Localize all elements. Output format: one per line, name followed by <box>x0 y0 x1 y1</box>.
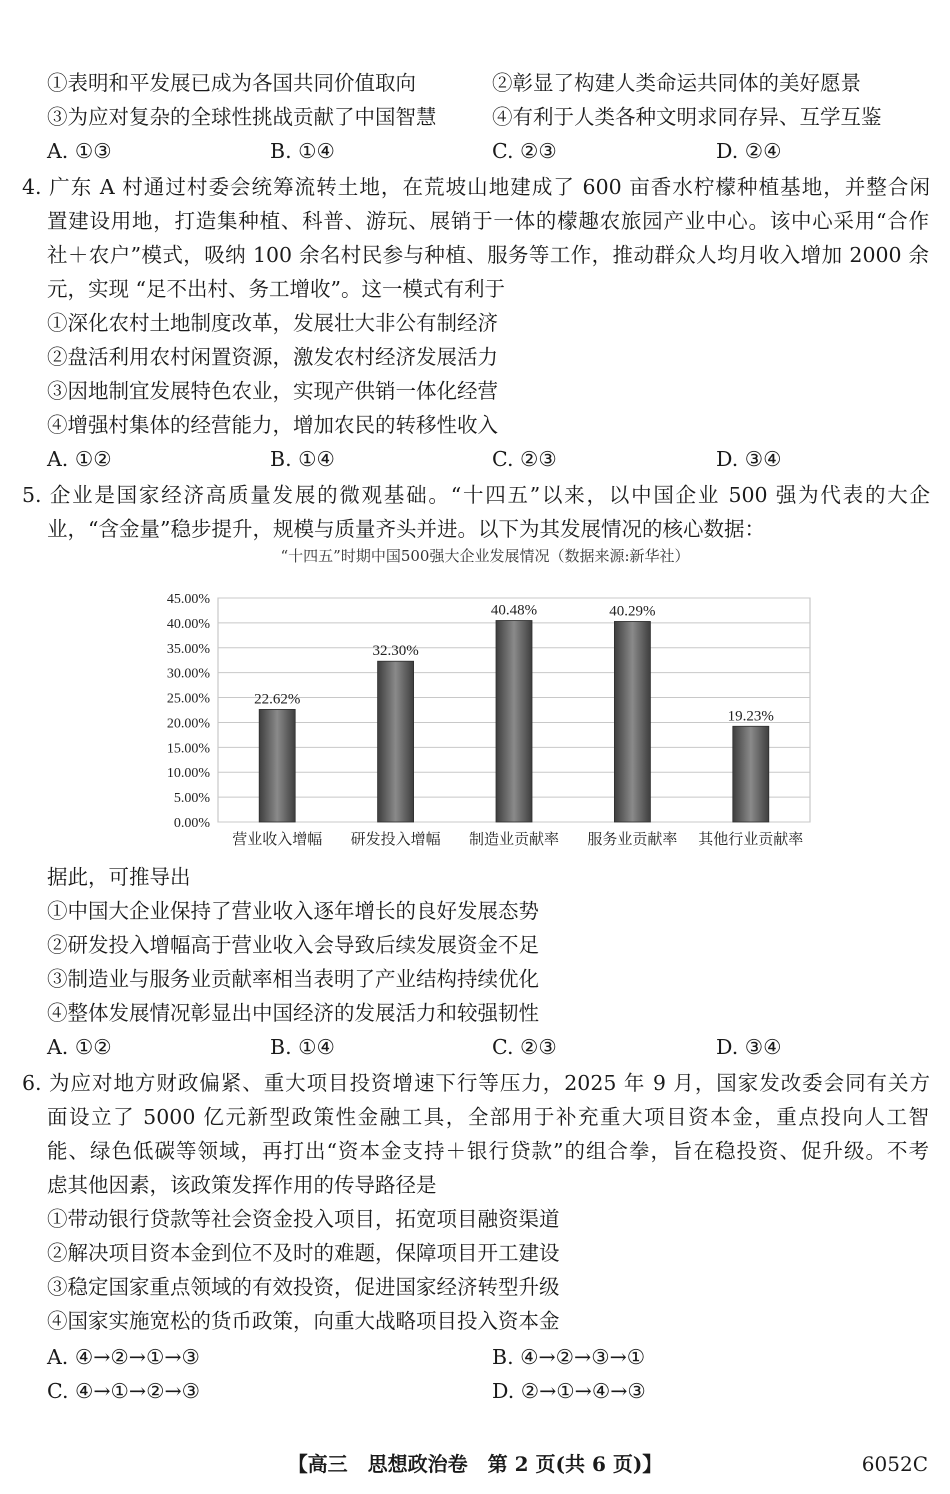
q6-stem-line-4: 虑其他因素，该政策发挥作用的传导路径是 <box>47 1173 437 1197</box>
q6-option-a: A. ④→②→①→③ <box>47 1345 200 1369</box>
q5-item-4: ④整体发展情况彰显出中国经济的发展活力和较强韧性 <box>47 1001 539 1025</box>
y-tick-label: 30.00% <box>166 666 210 682</box>
page-footer: 【高三 思想政治卷 第 2 页(共 6 页)】 <box>287 1452 663 1476</box>
x-tick-label-4: 服务业贡献率 <box>587 830 678 848</box>
q3-item-2: ②彰显了构建人类命运共同体的美好愿景 <box>492 71 861 95</box>
q3-option-a: A. ①③ <box>47 139 112 163</box>
q4-item-1: ①深化农村土地制度改革，发展壮大非公有制经济 <box>47 311 498 335</box>
data-label-5: 19.23% <box>727 708 774 725</box>
q3-item-4: ④有利于人类各种文明求同存异、互学互鉴 <box>492 105 882 129</box>
q4-item-3: ③因地制宜发展特色农业，实现产供销一体化经营 <box>47 379 498 403</box>
y-tick-label: 35.00% <box>166 641 210 657</box>
y-tick-label: 25.00% <box>166 691 210 707</box>
bar-2 <box>378 661 414 822</box>
q6-option-d: D. ②→①→④→③ <box>492 1379 646 1403</box>
q3-option-c: C. ②③ <box>492 139 557 163</box>
q5-item-3: ③制造业与服务业贡献率相当表明了产业结构持续优化 <box>47 967 539 991</box>
q4-stem-line-4: 元，实现 “足不出村、务工增收”。这一模式有利于 <box>47 277 505 301</box>
q3-item-1: ①表明和平发展已成为各国共同价值取向 <box>47 71 416 95</box>
q5-option-a: A. ①② <box>47 1035 112 1059</box>
x-tick-label-2: 研发投入增幅 <box>350 830 441 848</box>
q4-stem-line-2: 置建设用地，打造集种植、科普、游玩、展销于一体的檬趣农旅园产业中心。该中心采用“合作 <box>47 209 929 233</box>
y-tick-label: 15.00% <box>166 741 210 757</box>
q5-after-chart: 据此，可推导出 <box>47 865 191 889</box>
q3-option-b: B. ①④ <box>270 139 335 163</box>
q4-option-d: D. ③④ <box>716 447 782 471</box>
q6-stem-line-3: 能、绿色低碳等领域，再打出“资本金支持＋银行贷款”的组合拳，旨在稳投资、促升级。不考 <box>47 1139 929 1163</box>
bar-chart <box>150 546 820 856</box>
bar-5 <box>733 726 769 822</box>
bar-4 <box>614 621 650 822</box>
q3-item-3: ③为应对复杂的全球性挑战贡献了中国智慧 <box>47 105 437 129</box>
q5-option-c: C. ②③ <box>492 1035 557 1059</box>
q4-stem-line-1: 4. 广东 A 村通过村委会统筹流转土地，在荒坡山地建成了 600 亩香水柠檬种植基地，并整合闲 <box>22 175 930 199</box>
y-tick-label: 45.00% <box>166 592 210 607</box>
x-tick-label-3: 制造业贡献率 <box>468 830 560 848</box>
chart-title: “十四五”时期中国500强大企业发展情况（数据来源:新华社） <box>280 547 690 565</box>
q6-stem-line-1: 6. 为应对地方财政偏紧、重大项目投资增速下行等压力，2025 年 9 月，国家发改委会同有关方 <box>22 1071 930 1095</box>
y-tick-label: 5.00% <box>173 791 210 807</box>
q5-stem-line-1: 5. 企业是国家经济高质量发展的微观基础。“十四五”以来，以中国企业 500 强为代表的大企 <box>22 483 930 507</box>
q6-item-1: ①带动银行贷款等社会资金投入项目，拓宽项目融资渠道 <box>47 1207 560 1231</box>
x-tick-label-1: 营业收入增幅 <box>232 830 323 848</box>
q4-option-b: B. ①④ <box>270 447 335 471</box>
data-label-1: 22.62% <box>254 691 301 708</box>
bar-3 <box>496 620 532 822</box>
q4-item-4: ④增强村集体的经营能力，增加农民的转移性收入 <box>47 413 498 437</box>
data-label-3: 40.48% <box>490 602 538 619</box>
q6-item-2: ②解决项目资本金到位不及时的难题，保障项目开工建设 <box>47 1241 560 1265</box>
q5-option-b: B. ①④ <box>270 1035 335 1059</box>
q4-item-2: ②盘活利用农村闲置资源，激发农村经济发展活力 <box>47 345 498 369</box>
q5-stem-line-2: 业，“含金量”稳步提升，规模与质量齐头并进。以下为其发展情况的核心数据： <box>47 517 765 541</box>
y-tick-label: 10.00% <box>166 766 210 782</box>
y-tick-label: 40.00% <box>166 616 210 632</box>
bar-1 <box>259 709 295 822</box>
chart-canvas <box>150 566 820 856</box>
q4-option-c: C. ②③ <box>492 447 557 471</box>
data-label-2: 32.30% <box>372 643 419 660</box>
q5-item-1: ①中国大企业保持了营业收入逐年增长的良好发展态势 <box>47 899 539 923</box>
q6-stem-line-2: 面设立了 5000 亿元新型政策性金融工具，全部用于补充重大项目资本金，重点投向人工智 <box>47 1105 929 1129</box>
paper-code: 6052C <box>861 1452 928 1476</box>
x-tick-label-5: 其他行业贡献率 <box>698 830 804 848</box>
q6-item-3: ③稳定国家重点领域的有效投资，促进国家经济转型升级 <box>47 1275 560 1299</box>
y-tick-label: 0.00% <box>173 816 210 831</box>
q6-option-c: C. ④→①→②→③ <box>47 1379 201 1403</box>
q5-item-2: ②研发投入增幅高于营业收入会导致后续发展资金不足 <box>47 933 539 957</box>
q5-option-d: D. ③④ <box>716 1035 782 1059</box>
q6-item-4: ④国家实施宽松的货币政策，向重大战略项目投入资本金 <box>47 1309 560 1333</box>
q4-option-a: A. ①② <box>47 447 112 471</box>
q6-option-b: B. ④→②→③→① <box>492 1345 646 1369</box>
q3-option-d: D. ②④ <box>716 139 782 163</box>
q4-stem-line-3: 社＋农户”模式，吸纳 100 余名村民参与种植、服务等工作，推动群众人均月收入增加 2000 余 <box>47 243 929 267</box>
data-label-4: 40.29% <box>609 603 656 620</box>
y-tick-label: 20.00% <box>166 716 210 732</box>
